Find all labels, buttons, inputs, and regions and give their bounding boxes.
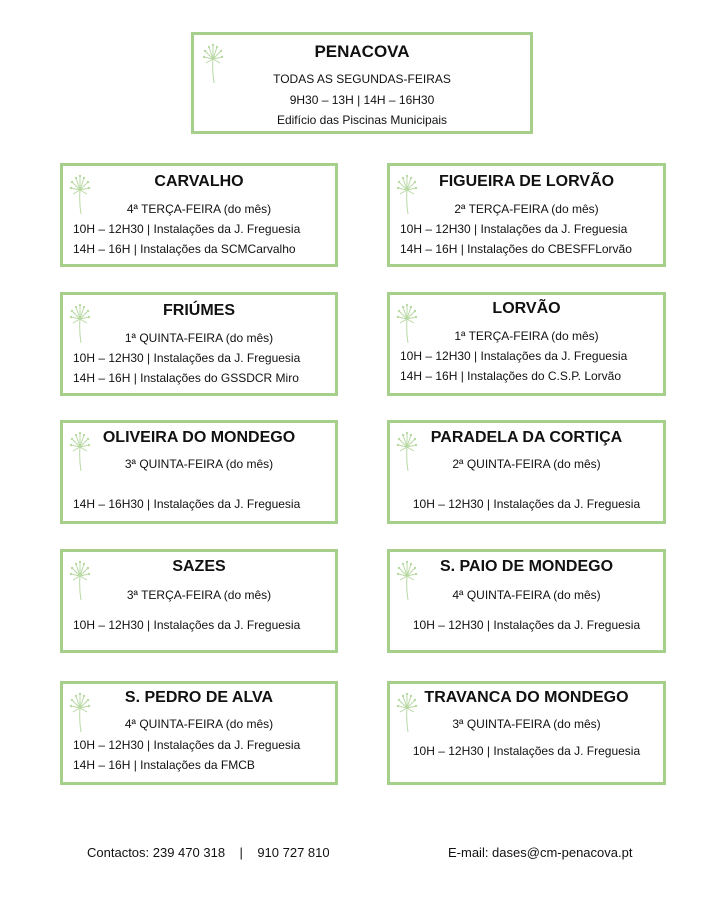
location-card: [60, 292, 338, 396]
card-title: TRAVANCA DO MONDEGO: [424, 689, 629, 706]
card-day: 1ª QUINTA-FEIRA (do mês): [124, 331, 274, 345]
card-session-1: 10H – 12H30 | Instalações da J. Freguesia: [412, 497, 641, 511]
card-day: 2ª TERÇA-FEIRA (do mês): [454, 202, 599, 216]
card-day: 1ª TERÇA-FEIRA (do mês): [454, 329, 599, 343]
card-title: FRIÚMES: [163, 302, 235, 319]
card-session-1: 10H – 12H30 | Instalações da J. Freguesia: [73, 618, 301, 632]
card-title: CARVALHO: [154, 173, 244, 190]
card-day: 4ª QUINTA-FEIRA (do mês): [452, 588, 601, 602]
card-day: 3ª TERÇA-FEIRA (do mês): [126, 588, 272, 602]
card-session-1: 10H – 12H30 | Instalações da J. Freguesia: [412, 744, 641, 758]
card-title: PARADELA DA CORTIÇA: [430, 429, 623, 446]
card-title: LORVÃO: [492, 300, 561, 317]
header-schedule-day: TODAS AS SEGUNDAS-FEIRAS: [273, 72, 451, 86]
header-location: Edifício das Piscinas Municipais: [276, 113, 448, 127]
card-title: S. PAIO DE MONDEGO: [439, 558, 614, 575]
card-session-2: 14H – 16H | Instalações do GSSDCR Miro: [73, 371, 299, 385]
card-day: 3ª QUINTA-FEIRA (do mês): [124, 457, 274, 471]
card-title: SAZES: [172, 558, 226, 575]
location-card: [387, 163, 666, 267]
card-session-1: 10H – 12H30 | Instalações da J. Freguesia: [412, 618, 641, 632]
card-session-2: 14H – 16H | Instalações do C.S.P. Lorvão: [400, 369, 622, 383]
card-session-1: 10H – 12H30 | Instalações da J. Freguesia: [73, 738, 301, 752]
card-day: 4ª QUINTA-FEIRA (do mês): [124, 717, 274, 731]
header-schedule-hours: 9H30 – 13H | 14H – 16H30: [289, 93, 435, 107]
card-session-1: 10H – 12H30 | Instalações da J. Freguesia: [73, 222, 301, 236]
card-day: 3ª QUINTA-FEIRA (do mês): [452, 717, 601, 731]
card-title: OLIVEIRA DO MONDEGO: [102, 429, 296, 446]
card-session-1: 10H – 12H30 | Instalações da J. Freguesia: [400, 222, 628, 236]
card-day: 4ª TERÇA-FEIRA (do mês): [126, 202, 272, 216]
location-card: [60, 681, 338, 785]
footer-contacts: Contactos: 239 470 318 | 910 727 810: [87, 845, 330, 860]
card-day: 2ª QUINTA-FEIRA (do mês): [452, 457, 601, 471]
card-session-1: 10H – 12H30 | Instalações da J. Freguesia: [400, 349, 628, 363]
card-session-2: 14H – 16H | Instalações da FMCB: [73, 758, 255, 772]
header-box: [191, 32, 533, 134]
location-card: [387, 420, 666, 524]
footer-email: E-mail: dases@cm-penacova.pt: [448, 845, 633, 860]
card-session-2: 14H – 16H | Instalações da SCMCarvalho: [73, 242, 296, 256]
card-session-1: 14H – 16H30 | Instalações da J. Freguesia: [73, 497, 301, 511]
location-card: [60, 420, 338, 524]
location-card: [60, 163, 338, 267]
location-card: [60, 549, 338, 653]
card-session-2: 14H – 16H | Instalações do CBESFFLorvão: [400, 242, 632, 256]
card-title: S. PEDRO DE ALVA: [124, 689, 274, 706]
card-session-1: 10H – 12H30 | Instalações da J. Freguesia: [73, 351, 301, 365]
location-card: [387, 292, 666, 396]
location-card: [387, 681, 666, 785]
card-title: FIGUEIRA DE LORVÃO: [438, 173, 615, 190]
header-title: PENACOVA: [314, 42, 410, 61]
location-card: [387, 549, 666, 653]
